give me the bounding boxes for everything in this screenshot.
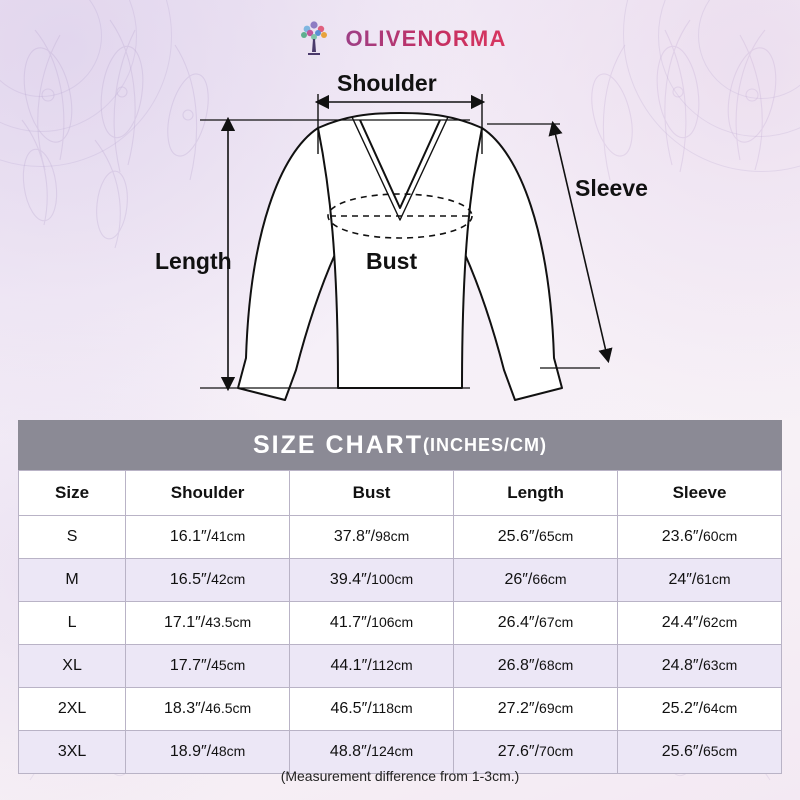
- value-cm: 62cm: [703, 614, 738, 630]
- value-inches: 24.4″/: [661, 614, 704, 631]
- value-cm: 43.5cm: [205, 614, 252, 630]
- value-cm: 61cm: [696, 571, 731, 587]
- cell-size: XL: [19, 645, 126, 688]
- value-inches: 27.6″/: [497, 743, 540, 760]
- value-inches: 26″/: [504, 571, 533, 588]
- cell-length: [454, 602, 618, 645]
- value-inches: 17.1″/: [164, 614, 206, 631]
- value-cm: 69cm: [539, 700, 574, 716]
- value-inches: 39.4″/: [329, 571, 372, 588]
- cell-bust: [290, 516, 454, 559]
- value-cm: 45cm: [211, 657, 246, 673]
- measurement-footnote: (Measurement difference from 1-3cm.): [280, 768, 520, 784]
- brand-name: OLIVENORMA: [345, 26, 507, 51]
- cell-length: [454, 645, 618, 688]
- size-chart-title: SIZE CHART: [253, 430, 423, 459]
- value-inches: 26.8″/: [497, 657, 540, 674]
- cell-size: M: [19, 559, 126, 602]
- cell-sleeve: [618, 516, 782, 559]
- value-inches: 25.6″/: [661, 743, 704, 760]
- value-inches: 18.9″/: [169, 743, 212, 760]
- value-inches: 48.8″/: [329, 743, 372, 760]
- label-length: Length: [155, 248, 232, 274]
- table-row: [19, 688, 782, 731]
- cell-shoulder: [126, 688, 290, 731]
- value-cm: 67cm: [539, 614, 574, 630]
- size-chart: [18, 420, 782, 774]
- cell-size: S: [19, 516, 126, 559]
- column-header-bust: Bust: [290, 471, 454, 516]
- value-inches: 16.1″/: [169, 528, 212, 545]
- column-header-shoulder: Shoulder: [126, 471, 290, 516]
- value-inches: 46.5″/: [330, 700, 372, 717]
- value-inches: 41.7″/: [329, 614, 372, 631]
- value-cm: 112cm: [371, 657, 413, 673]
- value-cm: 106cm: [371, 614, 414, 630]
- value-inches: 26.4″/: [497, 614, 540, 631]
- value-inches: 27.2″/: [497, 700, 540, 717]
- cell-size: 3XL: [19, 731, 126, 774]
- cell-bust: [290, 602, 454, 645]
- value-cm: 60cm: [703, 528, 738, 544]
- value-inches: 16.5″/: [169, 571, 212, 588]
- table-row: [19, 559, 782, 602]
- cell-bust: [290, 559, 454, 602]
- label-sleeve: Sleeve: [575, 175, 648, 201]
- value-cm: 124cm: [371, 743, 414, 759]
- column-header-sleeve: Sleeve: [618, 471, 782, 516]
- value-cm: 118cm: [371, 700, 413, 716]
- value-cm: 70cm: [539, 743, 574, 759]
- table-header-row: [19, 471, 782, 516]
- cell-sleeve: [618, 645, 782, 688]
- value-inches: 23.6″/: [661, 528, 704, 545]
- value-inches: 17.7″/: [169, 657, 212, 674]
- value-inches: 18.3″/: [164, 700, 206, 717]
- cell-length: [454, 516, 618, 559]
- cell-size: L: [19, 602, 126, 645]
- label-shoulder: Shoulder: [337, 70, 437, 96]
- tree-logo-icon: [293, 18, 335, 60]
- cell-shoulder: [126, 645, 290, 688]
- brand-header: [0, 16, 800, 62]
- size-table: [18, 470, 782, 774]
- value-cm: 46.5cm: [205, 700, 252, 716]
- value-cm: 66cm: [532, 571, 567, 587]
- cell-size: 2XL: [19, 688, 126, 731]
- value-inches: 24″/: [668, 571, 697, 588]
- column-header-size: Size: [19, 471, 126, 516]
- cell-length: [454, 688, 618, 731]
- cell-shoulder: [126, 602, 290, 645]
- table-row: [19, 645, 782, 688]
- table-row: [19, 516, 782, 559]
- value-cm: 98cm: [375, 528, 410, 544]
- value-cm: 100cm: [371, 571, 414, 587]
- garment-diagram-icon: [0, 58, 800, 416]
- table-row: [19, 602, 782, 645]
- value-cm: 68cm: [539, 657, 574, 673]
- value-inches: 44.1″/: [330, 657, 372, 674]
- cell-sleeve: [618, 559, 782, 602]
- cell-shoulder: [126, 516, 290, 559]
- label-bust: Bust: [366, 248, 418, 274]
- cell-sleeve: [618, 688, 782, 731]
- value-cm: 48cm: [211, 743, 246, 759]
- value-inches: 37.8″/: [333, 528, 376, 545]
- value-cm: 64cm: [703, 700, 738, 716]
- size-chart-title-bar: [18, 420, 782, 470]
- cell-sleeve: [618, 602, 782, 645]
- cell-length: [454, 559, 618, 602]
- value-cm: 63cm: [703, 657, 738, 673]
- cell-shoulder: [126, 559, 290, 602]
- column-header-length: Length: [454, 471, 618, 516]
- cell-bust: [290, 645, 454, 688]
- cell-bust: [290, 688, 454, 731]
- value-inches: 25.6″/: [497, 528, 540, 545]
- size-chart-units: (INCHES/CM): [423, 434, 547, 455]
- value-cm: 65cm: [539, 528, 574, 544]
- value-inches: 25.2″/: [661, 700, 704, 717]
- garment-illustration: [0, 58, 800, 416]
- value-cm: 42cm: [211, 571, 246, 587]
- value-cm: 65cm: [703, 743, 738, 759]
- value-cm: 41cm: [211, 528, 246, 544]
- value-inches: 24.8″/: [661, 657, 704, 674]
